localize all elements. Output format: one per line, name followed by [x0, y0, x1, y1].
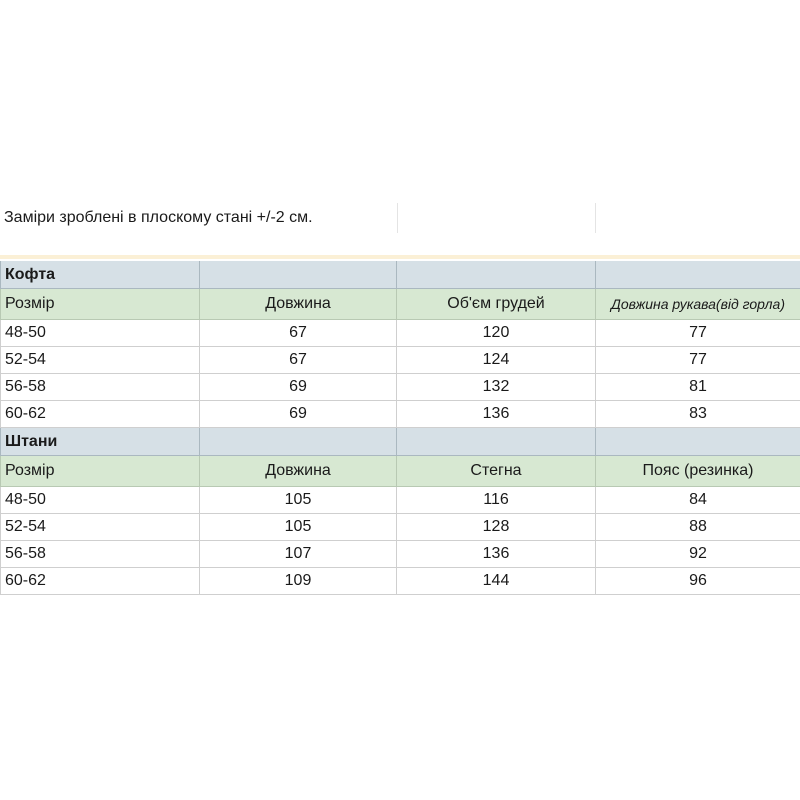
size-cell: 52-54: [0, 514, 200, 541]
hips-cell: 144: [397, 568, 596, 595]
length-cell: 67: [200, 320, 397, 347]
section-row-pants: [0, 428, 800, 456]
length-cell: 109: [200, 568, 397, 595]
size-cell: 56-58: [0, 541, 200, 568]
table-row: [0, 514, 800, 541]
column-header-chest: Об'єм грудей: [397, 289, 596, 320]
empty-cell: [200, 428, 397, 456]
chest-cell: 136: [397, 401, 596, 428]
table-row: [0, 374, 800, 401]
waist-cell: 92: [596, 541, 800, 568]
chest-cell: 120: [397, 320, 596, 347]
waist-cell: 96: [596, 568, 800, 595]
column-header-length: Довжина: [200, 456, 397, 487]
section-row-jacket: [0, 261, 800, 289]
hips-cell: 116: [397, 487, 596, 514]
hips-cell: 136: [397, 541, 596, 568]
table-row: [0, 487, 800, 514]
section-title: Штани: [0, 428, 200, 456]
length-cell: 69: [200, 401, 397, 428]
size-cell: 56-58: [0, 374, 200, 401]
chest-cell: 132: [397, 374, 596, 401]
table-row: [0, 401, 800, 428]
column-header-length: Довжина: [200, 289, 397, 320]
table-row: [0, 320, 800, 347]
sleeve-cell: 77: [596, 347, 800, 374]
empty-cell: [200, 261, 397, 289]
column-header-hips: Стегна: [397, 456, 596, 487]
sleeve-cell: 83: [596, 401, 800, 428]
size-cell: 60-62: [0, 401, 200, 428]
row-gap: [0, 233, 800, 261]
size-cell: 48-50: [0, 487, 200, 514]
table-row: [0, 568, 800, 595]
empty-cell: [596, 261, 800, 289]
header-row-jacket: [0, 289, 800, 320]
length-cell: 105: [200, 514, 397, 541]
empty-cell: [397, 203, 596, 233]
size-cell: 48-50: [0, 320, 200, 347]
column-header-size: Розмір: [0, 456, 200, 487]
header-row-pants: [0, 456, 800, 487]
column-header-waist: Пояс (резинка): [596, 456, 800, 487]
table-row: [0, 541, 800, 568]
length-cell: 105: [200, 487, 397, 514]
chest-cell: 124: [397, 347, 596, 374]
table-row: [0, 347, 800, 374]
length-cell: 67: [200, 347, 397, 374]
waist-cell: 88: [596, 514, 800, 541]
sleeve-cell: 77: [596, 320, 800, 347]
size-cell: 52-54: [0, 347, 200, 374]
waist-cell: 84: [596, 487, 800, 514]
length-cell: 107: [200, 541, 397, 568]
hips-cell: 128: [397, 514, 596, 541]
size-cell: 60-62: [0, 568, 200, 595]
column-header-sleeve: Довжина рукава(від горла): [596, 289, 800, 320]
length-cell: 69: [200, 374, 397, 401]
empty-cell: [596, 428, 800, 456]
note-row: [0, 203, 800, 233]
section-title: Кофта: [0, 261, 200, 289]
measurement-note: Заміри зроблені в плоскому стані +/-2 см.: [4, 209, 313, 226]
empty-cell: [397, 428, 596, 456]
column-header-size: Розмір: [0, 289, 200, 320]
empty-cell: [397, 261, 596, 289]
size-chart-sheet: [0, 203, 800, 595]
empty-cell: [596, 203, 800, 233]
sleeve-cell: 81: [596, 374, 800, 401]
